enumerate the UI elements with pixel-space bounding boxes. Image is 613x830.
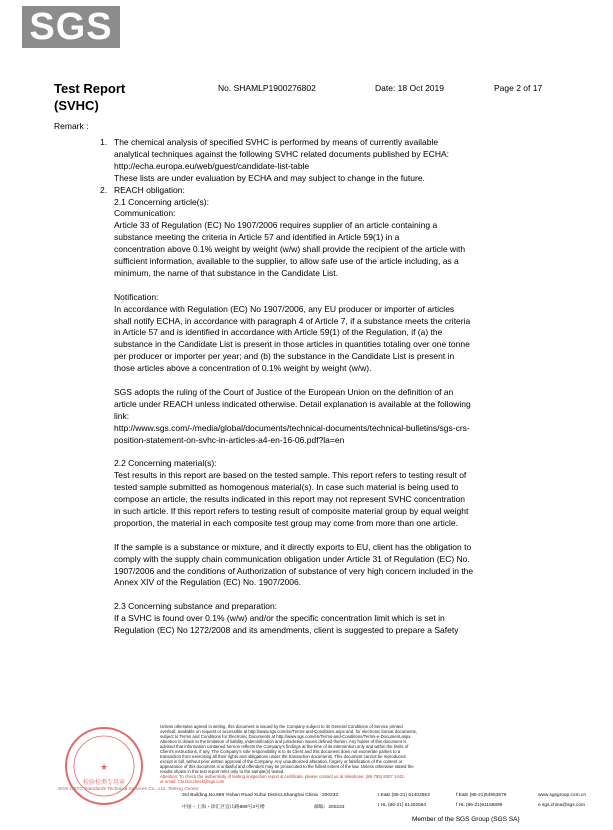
- sgs-statement-text: link:: [114, 410, 130, 421]
- item-1-note: These lists are under evaluation by ECHA and may subject to change in the future.: [114, 172, 425, 183]
- disclaimer-line: Attention is drawn to the limitation of liability, indemnification and jurisdiction issues defined therein. Any holder of this document is: [160, 739, 407, 744]
- mixture-text: comply with the supply chain communication obligation under Article 31 of Regulation (EC) No.: [114, 553, 470, 564]
- echa-link[interactable]: http://echa.europa.eu/web/guest/candidate-list-table: [114, 160, 310, 171]
- communication-text: substance meeting the criteria in Article 57 and identified in Article 59(1) in a: [114, 232, 400, 243]
- footer-disclaimer: [160, 724, 575, 784]
- item-2: [100, 185, 545, 197]
- section-2-1-title: 2.1 Concerning article(s):: [114, 196, 209, 207]
- sgs-statement-text: SGS adopts the ruling of the Court of Justice of the European Union on the definition of an: [114, 387, 454, 397]
- item-1-text: The chemical analysis of specified SVHC is performed by means of currently available: [114, 137, 439, 147]
- disclaimer-line: advised that information contained hereon reflects the Company's findings at the time of its intervention only and within the limits of: [160, 744, 409, 749]
- reach-section: [100, 197, 545, 637]
- item-1-number: 1.: [100, 137, 108, 147]
- communication-label: Communication:: [114, 208, 176, 219]
- disclaimer-line: overleaf, available on request or accessible at http://www.sgs.com/en/Terms-and-Conditions.aspx and, for electronic format documents,: [160, 729, 417, 734]
- item-2-title: REACH obligation:: [114, 184, 185, 195]
- communication-text: Article 33 of Regulation (EC) No 1907/2006 requires supplier of an article containing a: [114, 220, 438, 231]
- fax-cn: f HL (86-21)61156899: [456, 803, 503, 808]
- address-cn: 中国・上海・徐汇区宜山路889号3号楼: [182, 805, 265, 810]
- remark-body: [100, 137, 545, 637]
- sgs-statement-text: position-statement-on-svhc-in-articles-a4-en-16-06.pdf?la=en: [114, 434, 345, 445]
- tel-en: t E&E (86-21) 61402553: [378, 793, 430, 798]
- mixture-text: 1907/2006 and the conditions of Authorization of substance of very high concern included in the: [114, 565, 474, 576]
- item-2-number: 2.: [100, 184, 108, 195]
- communication-text: sufficient information, available to the supplier, to allow safe use of the article including, as a: [114, 256, 459, 267]
- official-stamp: [62, 724, 146, 808]
- notification-text: in Article 57 and is identified in accordance with Article 59(1) of the Regulation, if (a) the: [114, 327, 443, 338]
- stamp-caption: SGS-CSTC Standards Technical Services Co., Ltd. Testing Center: [58, 787, 199, 792]
- disclaimer-line: results shown in this test report refer only to the sample(s) tested.: [160, 769, 285, 774]
- disclaimer-line: or email: CN.Doccheck@sgs.com: [160, 779, 225, 784]
- disclaimer-line: Unless otherwise agreed in writing, this document is issued by the Company subject to its General Conditions of Service printed: [160, 724, 403, 729]
- svg-text:★: ★: [99, 763, 109, 773]
- item-1-text: analytical techniques against the following SVHC related documents published by ECHA:: [114, 148, 449, 159]
- notification-text: substance in the Candidate List is present in those articles in quantities totaling over one tonne: [114, 339, 470, 350]
- page-number: Page 2 of 17: [494, 83, 543, 93]
- material-text: in such article. If this report refers to testing result of composite material group by equal weight: [114, 506, 469, 517]
- material-text: proportion, the material in each composite test group may come from more than one article.: [114, 517, 458, 528]
- report-date: Date: 18 Oct 2019: [375, 83, 444, 93]
- communication-text: concentration above 0.1% weight by weight (w/w) shall provide the recipient of the article with: [114, 244, 466, 255]
- notification-text: per producer or importer per year; and (b) the substance in the Candidate List is present in: [114, 351, 455, 362]
- email[interactable]: e sgs.china@sgs.com: [538, 803, 585, 808]
- material-text: Test results in this report are based on the tested sample. This report refers to testing result of: [114, 470, 467, 481]
- mixture-text: Annex XIV of the Regulation (EC) No. 1907/2006.: [114, 577, 302, 588]
- zip-cn: 邮编：200233: [314, 805, 345, 810]
- zip-en: 200233: [322, 793, 339, 798]
- fax-en: f E&E (86-21)64953679: [456, 793, 507, 798]
- report-number: No. SHAMLP1900276802: [218, 83, 316, 93]
- stamp-text: 检验检测专用章: [82, 779, 126, 786]
- notification-label: Notification:: [114, 291, 159, 302]
- section-2-3-title: 2.3 Concerning substance and preparation:: [114, 601, 278, 612]
- remark-label: Remark :: [54, 121, 89, 131]
- notification-text: In accordance with Regulation (EC) No 1907/2006, any EU producer or importer of articles: [114, 303, 455, 314]
- disclaimer-line: Client's instructions, if any. The Company's sole responsibility is to its Client and this document does not exonerate parties to a: [160, 749, 401, 754]
- member-line: Member of the SGS Group (SGS SA): [412, 816, 520, 823]
- address-en: 3rd Building,No.889 Yishan Road Xuhui District,Shanghai China: [182, 793, 318, 798]
- material-text: compose an article, the results indicated in this report may not represent SVHC concentration: [114, 494, 466, 505]
- substance-text: Regulation (EC) No 1272/2008 and its amendments, client is suggested to prepare a Safety: [114, 625, 459, 636]
- tel-cn: t HL (86-21) 61402594: [378, 803, 427, 808]
- report-subtitle: (SVHC): [54, 98, 99, 113]
- disclaimer-line: Attention: To check the authenticity of testing /inspection report & certificate, please contact us at telephone: (86-755) 8307 1443,: [160, 774, 405, 779]
- sgs-statement-text: http://www.sgs.com/-/media/global/documents/technical-documents/technical-bulletins/sgs-crs-: [114, 422, 470, 433]
- section-2-2-title: 2.2 Concerning material(s):: [114, 458, 217, 469]
- disclaimer-line: appearance of this document is unlawful and offenders may be prosecuted to the fullest extent of the law. Unless otherwise stated the: [160, 764, 414, 769]
- substance-text: If a SVHC is found over 0.1% (w/w) and/or the specific concentration limit which is set in: [114, 613, 445, 624]
- report-title: Test Report: [54, 81, 126, 96]
- notification-text: shall notify ECHA, in accordance with paragraph 4 of Article 7, if a substance meets the criteria: [114, 315, 471, 326]
- material-text: tested sample submitted as homogenous material(s). In case such material is being used to: [114, 482, 459, 493]
- disclaimer-line: transaction from exercising all their rights and obligations under the transaction documents. This document cannot be reproduced: [160, 754, 406, 759]
- disclaimer-line: except in full, without prior written approval of the Company. Any unauthorized alteration, forgery or falsification of the content or: [160, 759, 403, 764]
- disclaimer-line: subject to Terms and Conditions for Electronic Documents at http://www.sgs.com/en/Terms-and-Conditions/Terms-e-Document.aspx.: [160, 734, 412, 739]
- sgs-statement-text: article under REACH unless indicated otherwise. Detail explanation is available at the following: [114, 398, 471, 409]
- item-1: [100, 137, 545, 185]
- sgs-logo: SGS: [22, 6, 120, 48]
- mixture-text: If the sample is a substance or mixture, and it directly exports to EU, client has the obligation to: [114, 541, 472, 552]
- website[interactable]: www.sgsgroup.com.cn: [538, 793, 586, 798]
- notification-text: those articles above a concentration of 0.1% weight by weight (w/w).: [114, 363, 372, 374]
- communication-text: minimum, the name of that substance in the Candidate List.: [114, 267, 338, 278]
